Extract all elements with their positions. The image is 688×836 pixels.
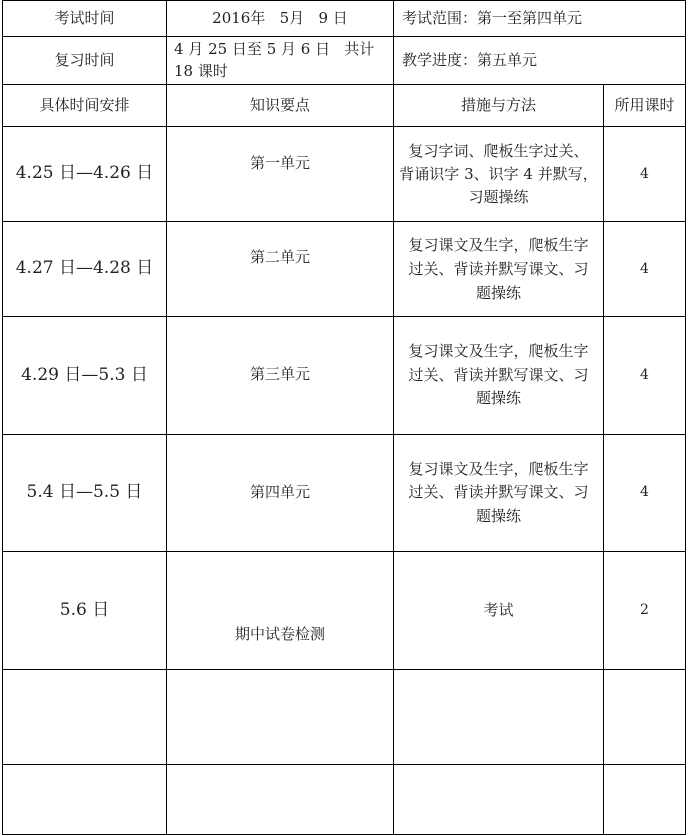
table-border [2, 0, 685, 1]
row-method-line: 复习课文及生字，爬板生字 [408, 342, 589, 360]
teaching-progress: 教学进度：第五单元 [402, 51, 538, 69]
table-border [2, 316, 685, 317]
row-hours: 4 [640, 261, 649, 277]
row-method-line: 复习课文及生字，爬板生字 [408, 236, 589, 254]
row-method-line: 题操练 [475, 507, 521, 525]
table-border [2, 764, 685, 765]
column-header: 知识要点 [249, 96, 310, 114]
review-time-label: 复习时间 [54, 51, 115, 69]
row-date: 5.6 日 [59, 600, 110, 620]
row-method-line: 背诵识字 3、识字 4 并默写， [399, 165, 598, 183]
table-border [2, 126, 685, 127]
row-date: 4.27 日—4.28 日 [15, 258, 154, 278]
row-topic: 第一单元 [249, 154, 310, 172]
table-border [603, 84, 604, 835]
review-period-line2: 18 课时 [174, 62, 228, 80]
row-method-line: 过关、背读并默写课文、习 [408, 483, 589, 501]
row-topic: 第三单元 [249, 365, 310, 383]
table-border [2, 669, 685, 670]
table-border [2, 434, 685, 435]
column-header: 措施与方法 [460, 96, 536, 114]
table-border [2, 834, 685, 835]
row-topic: 期中试卷检测 [234, 625, 325, 643]
row-method-line: 过关、背读并默写课文、习 [408, 366, 589, 384]
row-method-line: 复习字词、爬板生字过关、 [408, 142, 589, 160]
table-border [685, 0, 686, 835]
row-date: 4.25 日—4.26 日 [15, 163, 154, 183]
row-method-line: 习题操练 [468, 188, 529, 206]
row-date: 4.29 日—5.3 日 [21, 365, 148, 385]
row-topic: 第四单元 [249, 483, 310, 501]
table-border [2, 551, 685, 552]
row-hours: 4 [640, 484, 649, 500]
table-border [166, 0, 167, 835]
row-topic: 第二单元 [249, 248, 310, 266]
table-border [2, 221, 685, 222]
exam-time-label: 考试时间 [54, 9, 115, 27]
table-border [393, 0, 394, 835]
row-hours: 4 [640, 166, 649, 182]
row-method-line: 考试 [483, 601, 514, 619]
row-hours: 4 [640, 367, 649, 383]
exam-date: 2016年 5月 9 日 [212, 9, 348, 27]
row-method-line: 复习课文及生字，爬板生字 [408, 460, 589, 478]
column-header: 所用课时 [614, 96, 675, 114]
table-border [2, 84, 685, 85]
row-method-line: 题操练 [475, 389, 521, 407]
row-method-line: 题操练 [475, 284, 521, 302]
row-method-line: 过关、背读并默写课文、习 [408, 260, 589, 278]
table-border [2, 0, 3, 835]
row-hours: 2 [640, 602, 649, 618]
review-period-line1: 4 月 25 日至 5 月 6 日 共计 [174, 40, 375, 58]
exam-scope: 考试范围：第一至第四单元 [402, 9, 583, 27]
column-header: 具体时间安排 [39, 96, 130, 114]
row-date: 5.4 日—5.5 日 [26, 482, 143, 502]
